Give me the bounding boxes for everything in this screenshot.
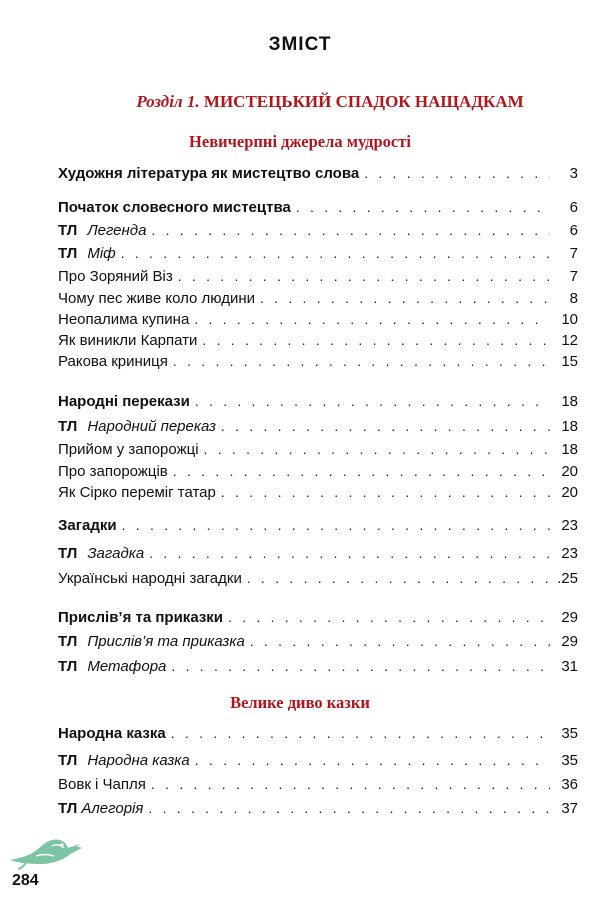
entry-page: 18 [561,418,578,435]
leader-dots [195,749,550,771]
entry-page: 29 [561,609,578,626]
entry-title: Прийом у запорожці [58,441,199,458]
entry-page: 36 [561,776,578,793]
leader-dots [195,390,550,412]
entry-prefix: ТЛ [58,633,78,650]
entry-prefix: ТЛ [58,752,78,769]
section-label: Розділ 1. [136,92,200,111]
leader-dots [171,722,550,744]
subsection-heading: Невичерпні джерела мудрості [189,132,411,151]
entry-title: Легенда [87,222,147,239]
section-title: МИСТЕЦЬКИЙ СПАДОК НАЩАДКАМ [203,92,524,111]
entry-title: Народна казка [87,752,190,769]
toc-entry[interactable] [58,438,578,460]
entry-page: 31 [561,658,578,675]
entry-prefix: ТЛ [58,658,78,675]
entry-title: Художня література як мистецтво слова [58,165,360,182]
entry-title: Вовк і Чапля [58,776,146,793]
toc-entry[interactable] [58,655,578,677]
entry-title: Прислів’я та приказки [58,609,224,626]
entry-title: Чому пес живе коло людини [58,290,255,307]
toc-entry[interactable] [58,567,578,589]
entry-page: 35 [561,725,578,742]
entry-title: Алегорія [81,800,144,817]
bird-icon [6,826,98,870]
leader-dots [250,630,550,652]
leader-dots [171,655,550,677]
toc-entry[interactable] [58,162,578,184]
toc-entry[interactable] [58,287,578,309]
entry-page: 6 [569,222,578,239]
entry-title: Про запорожців [58,463,168,480]
entry-prefix: ТЛ [58,222,78,239]
leader-dots [296,196,550,218]
entry-title: Народна казка [58,725,166,742]
entry-title: Про Зоряний Віз [58,268,173,285]
entry-title: Неопалима купина [58,311,190,328]
toc-entry[interactable] [58,265,578,287]
entry-title: Народні перекази [58,393,190,410]
leader-dots [221,415,550,437]
entry-title: Міф [87,245,116,262]
leader-dots [121,242,550,264]
entry-page: 37 [561,800,578,817]
toc-entry[interactable] [58,415,578,437]
toc-entry[interactable] [58,329,578,351]
leader-dots [221,481,550,503]
toc-entry[interactable] [58,350,578,372]
entry-title: Як Сірко переміг татар [58,484,216,501]
leader-dots [148,797,550,819]
entry-page: 23 [561,517,578,534]
entry-page: 7 [569,245,578,262]
leader-dots [202,329,550,351]
entry-title: Українські народні загадки [58,570,242,587]
entry-page: 3 [569,165,578,182]
entry-title: Загадки [58,517,117,534]
toc-entry[interactable] [58,722,578,744]
entry-page: 29 [561,633,578,650]
leader-dots [204,438,550,460]
entry-title: Народний переказ [87,418,216,435]
toc-entry[interactable] [58,773,578,795]
toc-entry[interactable] [58,606,578,628]
toc-entry[interactable] [58,481,578,503]
entry-page: 12 [561,332,578,349]
entry-page: 23 [561,545,578,562]
leader-dots [194,308,550,330]
leader-dots [173,350,550,372]
toc-entry[interactable] [58,308,578,330]
entry-page: 18 [561,393,578,410]
leader-dots [122,514,550,536]
toc-entry[interactable] [58,630,578,652]
entry-page: 10 [561,311,578,328]
subsection-heading: Велике диво казки [230,693,370,712]
entry-prefix: ТЛ [58,418,78,435]
entry-page: 8 [569,290,578,307]
leader-dots [260,287,550,309]
leader-dots [173,460,550,482]
entry-title: Прислів’я та приказка [87,633,245,650]
entry-page: 20 [561,463,578,480]
entry-page: 6 [569,199,578,216]
toc-entry[interactable] [58,542,578,564]
leader-dots [247,567,550,589]
entry-title: Загадка [87,545,145,562]
toc-entry[interactable] [58,797,578,819]
entry-title: Як виникли Карпати [58,332,198,349]
entry-prefix: ТЛ [58,545,78,562]
entry-page: 20 [561,484,578,501]
entry-prefix: ТЛ [58,800,78,817]
entry-prefix: ТЛ [58,245,78,262]
toc-entry[interactable] [58,749,578,771]
leader-dots [151,219,550,241]
leader-dots [364,162,550,184]
page-title: ЗМІСТ [268,34,332,55]
toc-entry[interactable] [58,514,578,536]
entry-page: 15 [561,353,578,370]
toc-entry[interactable] [58,460,578,482]
entry-title: Ракова криниця [58,353,168,370]
toc-entry[interactable] [58,219,578,241]
leader-dots [149,542,550,564]
section-heading [0,92,600,112]
entry-page: 35 [561,752,578,769]
entry-page: 7 [569,268,578,285]
entry-title: Метафора [87,658,167,675]
entry-page: .25 [557,570,578,587]
entry-page: 18 [561,441,578,458]
toc-entry[interactable] [58,242,578,264]
toc-entry[interactable] [58,196,578,218]
leader-dots [178,265,550,287]
entry-title: Початок словесного мистецтва [58,199,291,216]
leader-dots [151,773,550,795]
leader-dots [228,606,550,628]
page-number: 284 [12,872,39,889]
toc-entry[interactable] [58,390,578,412]
